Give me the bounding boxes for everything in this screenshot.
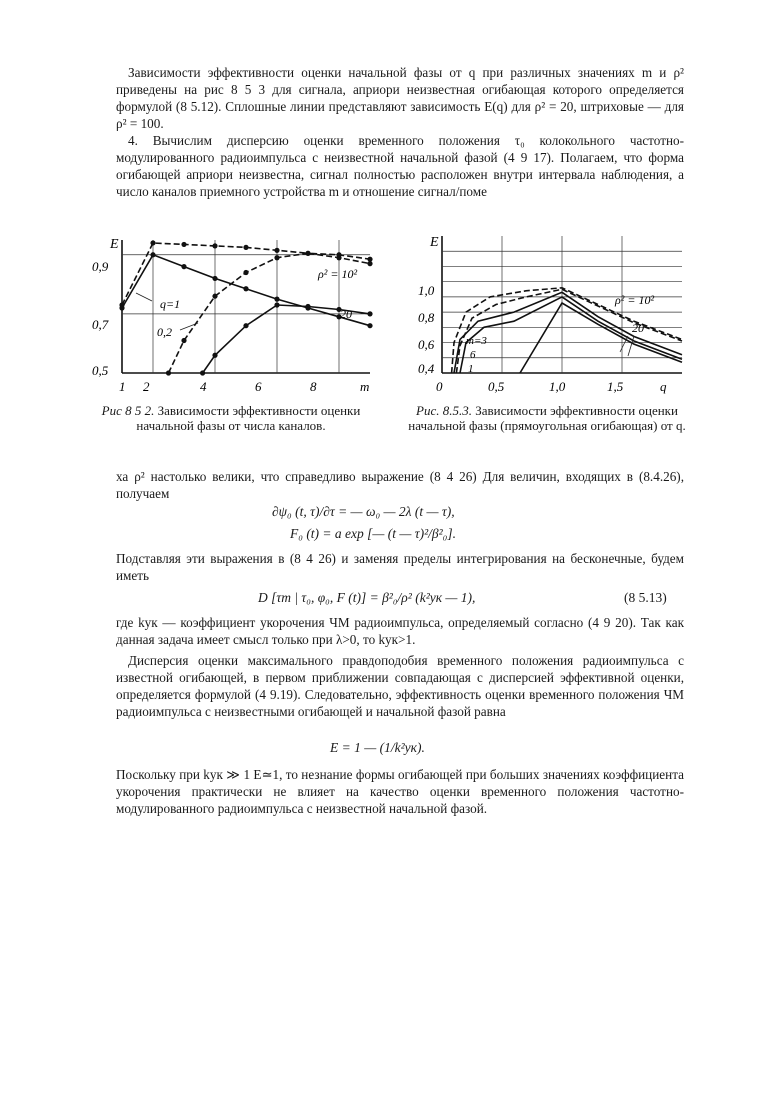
figure-2-x-tick: 0 [436,379,443,394]
figure-1-label-rho20: 20 [340,307,352,321]
figure-1-label-q1: q=1 [160,297,181,311]
figure-1-series [119,240,372,375]
data-point [166,370,171,375]
series-line-4 [520,303,682,373]
data-point [367,257,372,262]
figure-1-leader-line [136,293,152,301]
data-point [274,248,279,253]
data-point [150,240,155,245]
figure-1-caption-number: Рис 8 5 2. [101,403,155,418]
data-point [274,255,279,260]
data-point [367,311,372,316]
data-point [119,305,124,310]
figure-1-chart [90,228,390,403]
figure-1-x-tick: 8 [310,379,317,394]
data-point [212,294,217,299]
figure-2-chart [410,228,700,403]
figure-1-caption-text: Зависимости эффективности оценки начальной фазы от числа каналов. [136,403,361,433]
data-point [274,302,279,307]
data-point [243,270,248,275]
figure-2-label-m1: 1 [468,363,474,375]
paragraph-7: Поскольку при kук ≫ 1 E≃1, то незнание формы огибающей при больших значениях коэффициента укорочения практически не влияет на качество оценки временного положения частотно-модулированного радиоимпульса с неизвестной начальной фазой. [116,767,684,816]
data-point [181,264,186,269]
paragraph-2: 4. Вычислим дисперсию оценки временного положения τ₀ колокольного частотно-модулированного радиоимпульса с неизвестной начальной фазой (4 9 17). Полагаем, что форма огибающей априори неизвестна, сигнал полностью расположен внутри интервала наблюдения, а число каналов приемного устройства m и отношение сигнал/поме [116,133,684,199]
figure-1-y-axis-label: E [110,237,119,252]
data-point [181,242,186,247]
formula-phase-derivative: ∂ψ₀ (t, τ)/∂τ = — ω₀ — 2λ (t — τ), [272,504,455,519]
figure-1-y-tick: 0,9 [92,259,109,274]
figure-1-x-tick: 6 [255,379,262,394]
figure-1-y-tick: 0,7 [92,317,109,332]
figure-1-y-tick: 0,5 [92,363,109,378]
paragraph-4: Подставляя эти выражения в (8 4 26) и заменяя пределы интегрирования на бесконечные, будем иметь [116,551,684,583]
data-point [336,252,341,257]
figure-2-caption [400,403,694,433]
figure-1-label-q02: 0,2 [157,325,172,339]
paragraph-3: ха ρ² настолько велики, что справедливо выражение (8 4 26) Для величин, входящих в (8.4.26), получаем [116,469,684,501]
figure-1-x-tick: 1 [119,379,126,394]
data-point [212,243,217,248]
paragraph-1: Зависимости эффективности оценки начальной фазы от q при различных значениях m и ρ² приведены на рис 8 5 3 для сигнала, априори неизвестная огибающая которого определяется формулой (8 5.12). Сплошные линии представляют зависимость E(q) для ρ² = 20, штриховые — для ρ² = 100. [116,65,684,131]
data-point [243,245,248,250]
figure-2-label-rho20: 20 [632,321,644,335]
figure-2-label-rho100: ρ² = 10² [615,293,655,307]
formula-efficiency: E = 1 — (1/k²ук). [330,740,425,755]
data-point [212,353,217,358]
figure-1-x-axis-label: m [360,379,370,394]
figure-1-x-tick: 2 [143,379,150,394]
formula-envelope: F₀ (t) = a exp [— (t — τ)²/β²₀]. [290,526,457,541]
data-point [305,251,310,256]
data-point [243,286,248,291]
formula-variance: D [τm | τ₀, φ₀, F (t)] = β²₀/ρ² (k²ук — 1), [258,590,476,605]
figure-2-x-tick: 1,0 [549,379,566,394]
paragraph-6: Дисперсия оценки максимального правдоподобия временного положения радиоимпульса с известной огибающей, в первом приближении совпадающая с дисперсией эффективной оценки, определяется формулой (4 9.19). Следовательно, эффективность оценки временного положения ЧМ радиоимпульса с неизвестными огибающей и начальной фазой равна [116,653,684,719]
paragraph-5: где kук — коэффициент укорочения ЧМ радиоимпульса, определяемый согласно (4 9 20). Так как данная задача имеет смысл только при λ>0, то kук>1. [116,615,684,647]
figure-2-label-m6: 6 [470,349,476,361]
figure-1-caption [86,403,376,433]
data-point [200,370,205,375]
figure-2-y-axis-label: E [430,235,439,250]
figure-2-y-tick: 0,8 [418,310,435,325]
figure-1-leader-line [180,323,198,330]
data-point [243,323,248,328]
figure-2-label-m3: m=3 [466,335,487,347]
figure-2-y-tick: 1,0 [418,283,435,298]
equation-number: (8 5.13) [624,590,667,605]
data-point [305,304,310,309]
data-point [181,338,186,343]
figure-1-label-rho100: ρ² = 10² [318,267,358,281]
figure-2-x-tick: 0,5 [488,379,505,394]
data-point [150,252,155,257]
figure-2-caption-number: Рис. 8.5.3. [416,403,473,418]
figure-2-y-tick: 0,6 [418,337,435,352]
data-point [274,297,279,302]
data-point [367,323,372,328]
figure-2-y-tick: 0,4 [418,361,435,376]
figure-1-x-tick: 4 [200,379,207,394]
figure-2-x-axis-label: q [660,379,667,394]
data-point [212,276,217,281]
figure-2-x-tick: 1,5 [607,379,624,394]
data-point [367,261,372,266]
figure-2-caption-text: Зависимости эффективности оценки начальной фазы (прямоугольная огибающая) от q. [408,403,686,433]
